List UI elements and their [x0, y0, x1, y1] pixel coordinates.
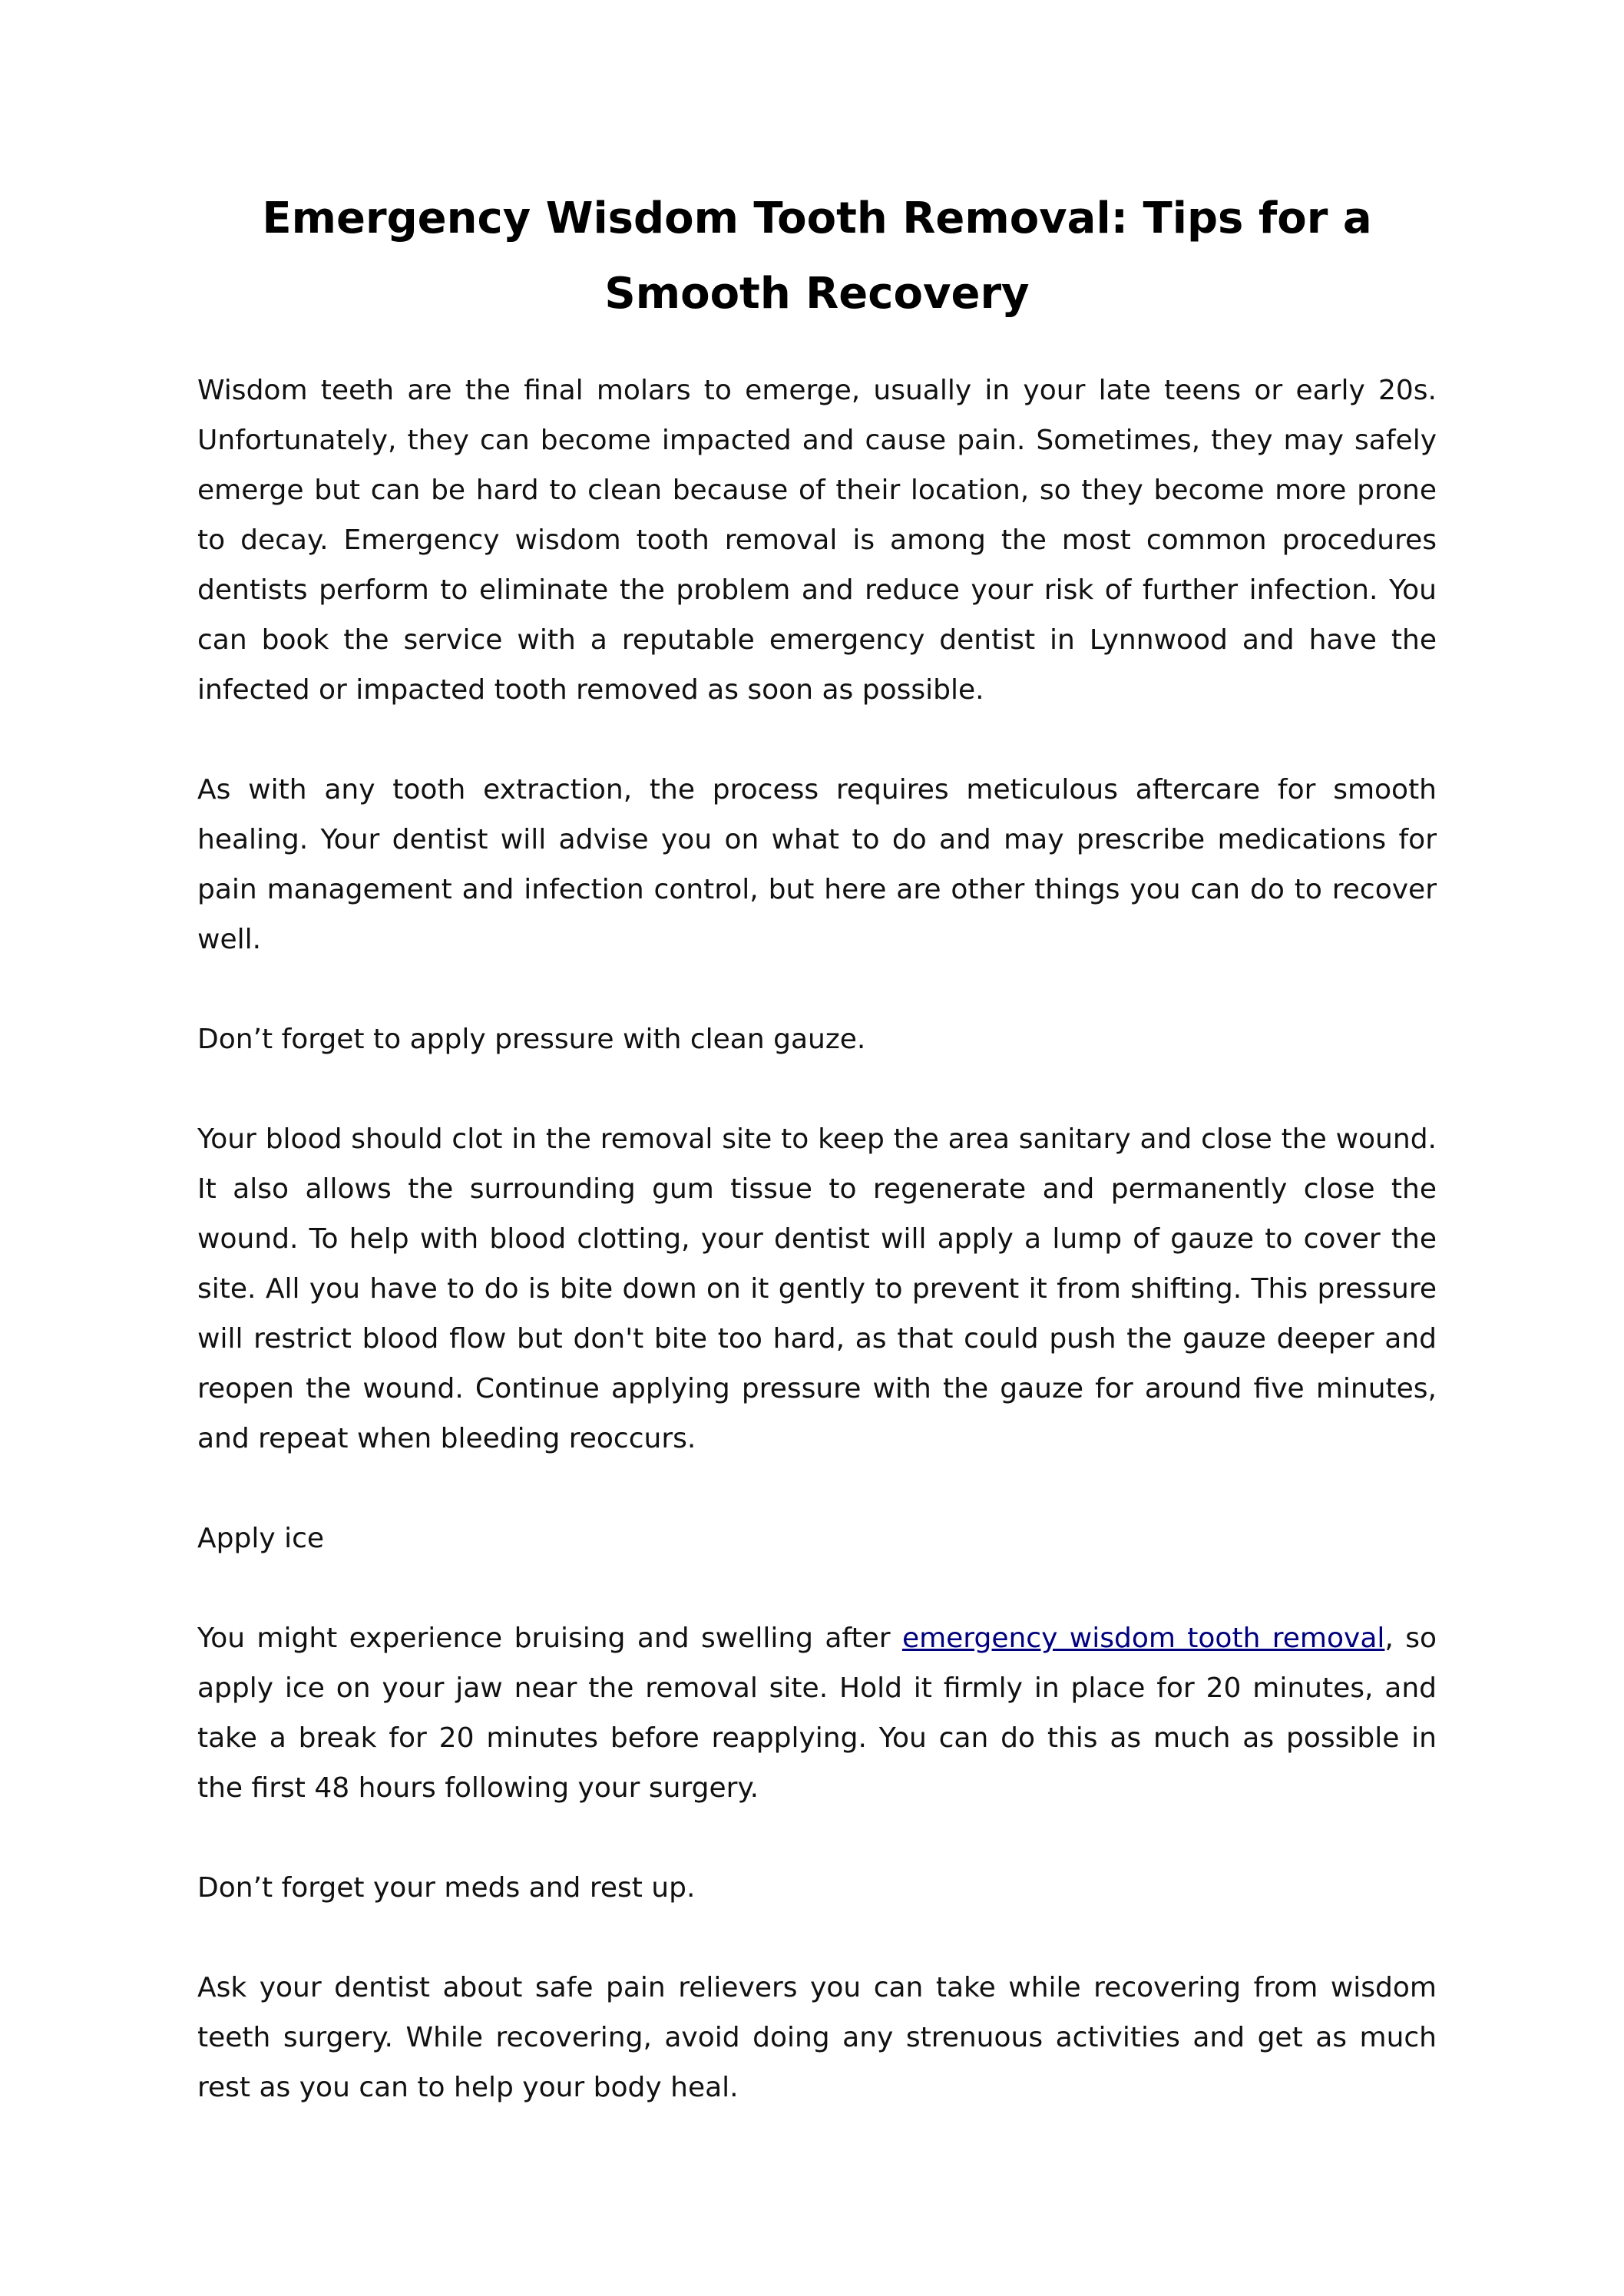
section-heading-meds: Don’t forget your meds and rest up. [197, 1872, 696, 1904]
section-body-gauze: Your blood should clot in the removal site to keep the area sanitary and close the wound. It also allows the surrounding gum tissue to regenerate and permanently close the wound. To help with blood clotting, your dentist will apply a lump of gauze to cover the site. All you have to do is bite down on it gently to prevent it from shifting. This pressure will restrict blood flow but don't bite too hard, as that could push the gauze deeper and reopen the wound. Continue applying pressure with the gauze for around five minutes, and repeat when bleeding reoccurs. [197, 1123, 1437, 1454]
article-content [197, 181, 1437, 2162]
ice-body-after-link: , so apply ice on your jaw near the removal site. Hold it firmly in place for 20 minutes, and take a break for 20 minutes before reapplying. You can do this as much as possible in the first 48 hours following your surgery. [197, 1623, 1437, 1804]
intro-paragraph-2: As with any tooth extraction, the process requires meticulous aftercare for smooth healing. Your dentist will advise you on what to do and may prescribe medications for pain management and infection control, but here are other things you can do to recover well. [197, 774, 1437, 955]
article-title: Emergency Wisdom Tooth Removal: Tips for a Smooth Recovery [262, 194, 1372, 319]
section-heading-gauze: Don’t forget to apply pressure with clean gauze. [197, 1024, 866, 1055]
section-body-meds: Ask your dentist about safe pain relievers you can take while recovering from wisdom teeth surgery. While recovering, avoid doing any strenuous activities and get as much rest as you can to help your body heal. [197, 1972, 1437, 2103]
intro-paragraph-1: Wisdom teeth are the final molars to emerge, usually in your late teens or early 20s. Unfortunately, they can become impacted and cause pain. Sometimes, they may safely emerge but can be hard to clean because of their location, so they become more prone to decay. Emergency wisdom tooth removal is among the most common procedures dentists perform to eliminate the problem and reduce your risk of further infection. You can book the service with a reputable emergency dentist in Lynnwood and have the infected or impacted tooth removed as soon as possible. [197, 375, 1437, 706]
section-body-ice [197, 1613, 1437, 1813]
ice-body-before-link: You might experience bruising and swelling after [197, 1623, 902, 1654]
emergency-wisdom-tooth-removal-link[interactable]: emergency wisdom tooth removal [901, 1623, 1385, 1654]
section-heading-ice: Apply ice [197, 1523, 325, 1554]
